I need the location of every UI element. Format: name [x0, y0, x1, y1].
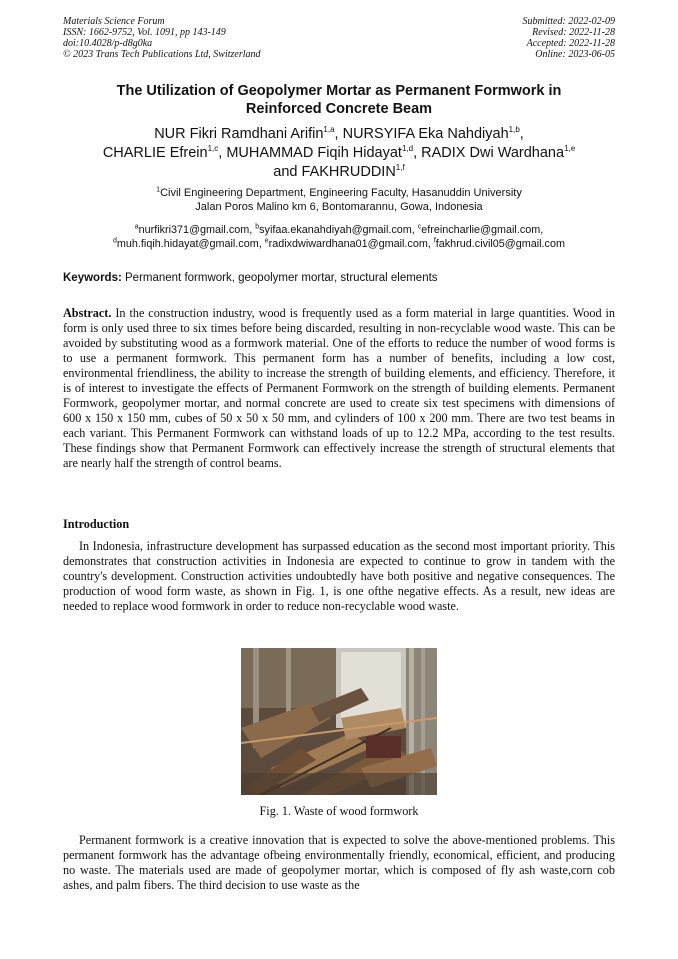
email-link[interactable]: radixdwiwardhana01@gmail.com [268, 238, 428, 250]
copyright-line: © 2023 Trans Tech Publications Ltd, Switzerland [63, 49, 261, 60]
revised-date: Revised: 2022-11-28 [532, 27, 615, 38]
section-heading-introduction: Introduction [63, 517, 130, 531]
author-emails: $^a$nurfikri371@gmail.com, $^b$syifaa.ekanahdiyah@gmail.com, $^c$efreincharlie@gmail.com, $^d$muh.fiqih.hidayat@gmail.com, $^e$radixdwiwardhana01@gmail.com, $^f$fakhrud.civil05@gmail.com [113, 223, 565, 250]
affiliation-line-1: Civil Engineering Department, Engineering Faculty, Hasanuddin University [160, 187, 522, 199]
permanent-formwork-paragraph: Permanent formwork is a creative innovation that is expected to solve the above-mentioned problems. This permanent formwork has the advantage ofbeing environmentally friendly, economical, efficient, and producing no waste. The materials used are made of geopolymer mortar, which is composed of fly ash waste,corn cob ashes, and palm fibers. The third decision to use waste as the [63, 833, 615, 892]
issn-line: ISSN: 1662-9752, Vol. 1091, pp 143-149 [63, 27, 226, 38]
affiliation [63, 186, 615, 214]
author-name: CHARLIE Efrein [102, 145, 208, 161]
submission-dates [523, 16, 616, 60]
affiliation-line-2: Jalan Poros Malino km 6, Bontomarannu, Gowa, Indonesia [195, 201, 483, 213]
journal-name: Materials Science Forum [63, 16, 165, 27]
wood-waste-photo [241, 648, 437, 795]
author-superscript: 1,a [323, 125, 335, 135]
affiliation-superscript: 1 [156, 186, 161, 194]
figure-caption: Fig. 1. Waste of wood formwork [259, 804, 419, 818]
keywords-label: Keywords: [63, 272, 122, 284]
abstract-label: Abstract. [63, 306, 112, 320]
online-date: Online: 2023-06-05 [535, 49, 615, 60]
title-line-1: The Utilization of Geopolymer Mortar as Permanent Formwork in [116, 83, 562, 99]
author-superscript: 1,c [207, 144, 219, 154]
author-name: MUHAMMAD Fiqih Hidayat [226, 145, 402, 161]
submitted-date: Submitted: 2022-02-09 [522, 16, 615, 27]
author-superscript: 1,d [401, 144, 414, 154]
author-superscript: 1,e [564, 144, 576, 154]
doi-line: doi:10.4028/p-d8g0ka [63, 38, 153, 49]
abstract [63, 306, 615, 471]
paper-title [63, 82, 615, 118]
author-superscript: 1,b [508, 125, 520, 135]
email-link[interactable]: syifaa.ekanahdiyah@gmail.com [259, 224, 412, 236]
author-list: NUR Fikri Ramdhani Arifin$^{1,a}$, NURSYIFA Eka Nahdiyah$^{1,b}$, CHARLIE Efrein$^{1,c}$, MUHAMMAD Fiqih Hidayat$^{1,d}$, RADIX Dwi Wardhana$^{1,e}$ and FAKHRUDDIN$^{1,f}$ [102, 125, 576, 180]
author-name: NUR Fikri Ramdhani Arifin [154, 126, 324, 142]
email-link[interactable]: fakhrud.civil05@gmail.com [435, 238, 565, 250]
author-name: FAKHRUDDIN [301, 164, 396, 180]
email-link[interactable]: efreincharlie@gmail.com [421, 224, 541, 236]
email-link[interactable]: nurfikri371@gmail.com [138, 224, 250, 236]
author-superscript: 1,f [395, 163, 405, 173]
keywords-text: Permanent formwork, geopolymer mortar, structural elements [125, 272, 438, 284]
abstract-text: In the construction industry, wood is frequently used as a form material in large quantities. Wood in form is only used three to six times before being discarded, resulting in non-recyclable wood waste. This can be avoided by substituting wood as a formwork material. One of the efforts to reduce the number of wood forms is to use a permanent formwork. This permanent form has a number of benefits, including a low cost, environmental friendliness, the ability to increase the strength of building elements, and efficiency. Therefore, it is of interest to investigate the effects of Permanent Formwork on the strength of building elements. Permanent Formwork, geopolymer mortar, and normal concrete are used to create six test specimens with dimensions of 600 x 150 x 150 mm, cubes of 50 x 50 x 50 mm, and cylinders of 100 x 200 mm. There are two test beams in each variant. This Permanent Formwork can withstand loads of up to 12.2 MPa, according to the test results. These findings show that Permanent Formwork can effectively increase the strength of structural elements that are nearly half the strength of control beams. [63, 306, 616, 470]
keywords-line [63, 271, 615, 285]
accepted-date: Accepted: 2022-11-28 [526, 38, 615, 49]
author-name: NURSYIFA Eka Nahdiyah [342, 126, 509, 142]
journal-info [63, 16, 261, 60]
email-link[interactable]: muh.fiqih.hidayat@gmail.com [116, 238, 259, 250]
introduction-paragraph: In Indonesia, infrastructure development has surpassed education as the second most important priority. This demonstrates that construction activities in Indonesia are expected to continue to grow in tandem with the country's development. Construction activities undoubtedly have both positive and negative consequences. The production of wood form waste, as shown in Fig. 1, is one ofthe negative effects. As a result, new ideas are needed to replace wood formwork in order to reduce non-recyclable wood waste. [63, 539, 615, 613]
title-line-2: Reinforced Concrete Beam [245, 101, 433, 117]
author-name: RADIX Dwi Wardhana [421, 145, 565, 161]
